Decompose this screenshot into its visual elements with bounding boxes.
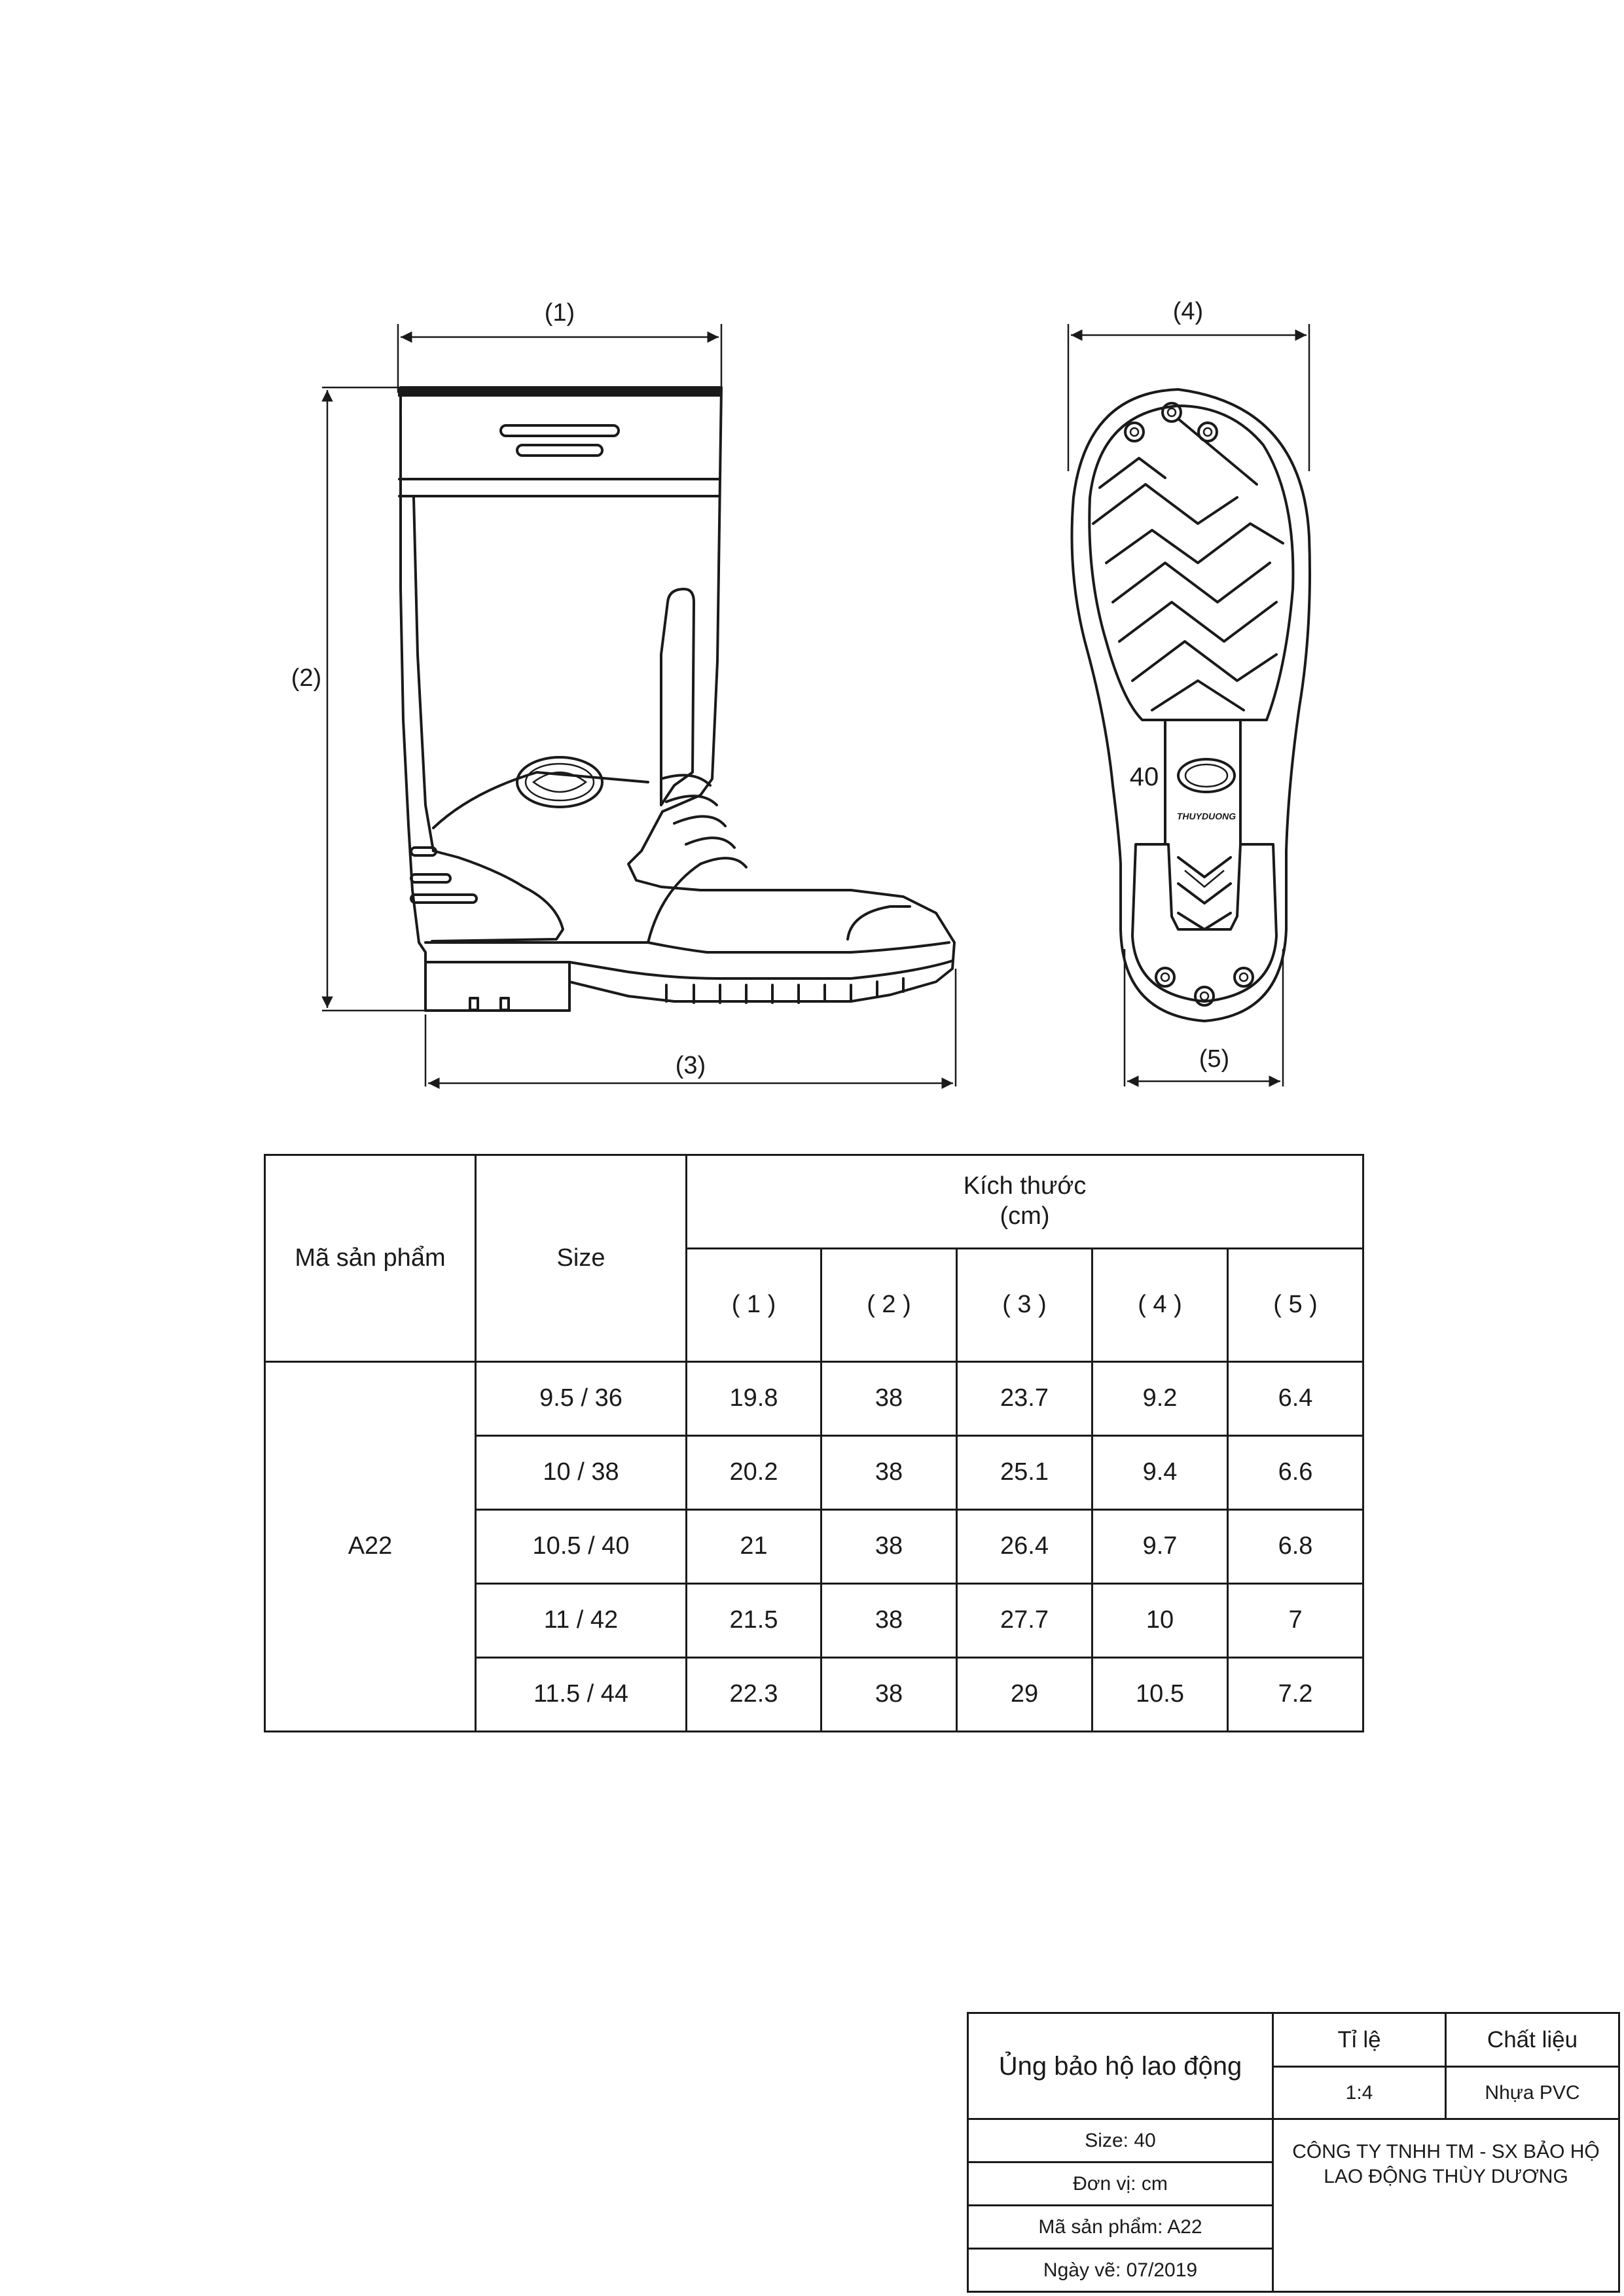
drawing-product-code: Mã sản phẩm: A22 <box>968 2206 1273 2249</box>
sole-size-mark: 40 <box>1129 762 1159 791</box>
scale-value: 1:4 <box>1273 2067 1446 2119</box>
dimension-label-1: (1) <box>544 299 575 327</box>
sole-logo <box>1178 759 1235 792</box>
dimension-column-header: ( 3 ) <box>957 1249 1092 1362</box>
drawing-date: Ngày vẽ: 07/2019 <box>968 2249 1273 2292</box>
value-cell: 10 <box>1092 1584 1228 1658</box>
value-cell: 25.1 <box>957 1436 1092 1510</box>
value-cell: 9.2 <box>1092 1362 1228 1436</box>
sole-brand-text: THUYDUONG <box>1176 811 1236 821</box>
dimension-column-header: ( 4 ) <box>1092 1249 1228 1362</box>
size-dimension-table <box>264 1154 1364 1732</box>
value-cell: 19.8 <box>687 1362 821 1436</box>
scale-label: Tỉ lệ <box>1273 2013 1446 2067</box>
product-name: Ủng bảo hộ lao động <box>968 2013 1273 2119</box>
value-cell: 9.4 <box>1092 1436 1228 1510</box>
size-header: Size <box>476 1155 687 1362</box>
size-cell: 11 / 42 <box>476 1584 687 1658</box>
dimension-4 <box>1068 298 1309 471</box>
drawing-unit: Đơn vị: cm <box>968 2162 1273 2206</box>
value-cell: 29 <box>957 1658 1092 1732</box>
table-row <box>265 1362 1363 1436</box>
boot-sole-view <box>1068 298 1310 1086</box>
value-cell: 7 <box>1228 1584 1363 1658</box>
dimension-column-header: ( 5 ) <box>1228 1249 1363 1362</box>
value-cell: 20.2 <box>687 1436 821 1510</box>
value-cell: 38 <box>821 1658 957 1732</box>
value-cell: 22.3 <box>687 1658 821 1732</box>
value-cell: 38 <box>821 1436 957 1510</box>
value-cell: 9.7 <box>1092 1510 1228 1584</box>
dimension-header <box>687 1155 1363 1249</box>
value-cell: 7.2 <box>1228 1658 1363 1732</box>
table-header-row <box>265 1155 1363 1249</box>
product-code-header: Mã sản phẩm <box>265 1155 476 1362</box>
title-block <box>967 2012 1620 2293</box>
value-cell: 21.5 <box>687 1584 821 1658</box>
company-name <box>1273 2119 1619 2292</box>
dimension-label-5: (5) <box>1199 1045 1230 1073</box>
value-cell: 6.4 <box>1228 1362 1363 1436</box>
material-label: Chất liệu <box>1446 2013 1619 2067</box>
size-cell: 9.5 / 36 <box>476 1362 687 1436</box>
value-cell: 26.4 <box>957 1510 1092 1584</box>
dimension-label-2: (2) <box>291 664 322 692</box>
dimension-5 <box>1125 949 1283 1086</box>
value-cell: 21 <box>687 1510 821 1584</box>
size-cell: 11.5 / 44 <box>476 1658 687 1732</box>
dimension-column-header: ( 2 ) <box>821 1249 957 1362</box>
tread-pattern <box>1093 419 1283 710</box>
dimension-1 <box>398 299 721 393</box>
value-cell: 23.7 <box>957 1362 1092 1436</box>
company-name-line1: CÔNG TY TNHH TM - SX BẢO HỘ <box>1292 2141 1600 2162</box>
dimension-2 <box>291 387 425 1011</box>
size-cell: 10.5 / 40 <box>476 1510 687 1584</box>
value-cell: 27.7 <box>957 1584 1092 1658</box>
dimension-header-title: Kích thước <box>963 1172 1087 1200</box>
value-cell: 38 <box>821 1510 957 1584</box>
value-cell: 38 <box>821 1584 957 1658</box>
boot-side-view <box>291 299 956 1086</box>
value-cell: 10.5 <box>1092 1658 1228 1732</box>
dimension-label-3: (3) <box>675 1052 706 1079</box>
product-code-cell: A22 <box>265 1362 476 1732</box>
dimension-header-unit: (cm) <box>1000 1202 1050 1230</box>
dimension-label-4: (4) <box>1172 298 1204 325</box>
dimension-column-header: ( 1 ) <box>687 1249 821 1362</box>
material-value: Nhựa PVC <box>1446 2067 1619 2119</box>
brand-logo <box>517 757 602 807</box>
value-cell: 6.6 <box>1228 1436 1363 1510</box>
value-cell: 38 <box>821 1362 957 1436</box>
company-name-line2: LAO ĐỘNG THÙY DƯƠNG <box>1324 2165 1568 2187</box>
value-cell: 6.8 <box>1228 1510 1363 1584</box>
drawing-size: Size: 40 <box>968 2119 1273 2162</box>
size-cell: 10 / 38 <box>476 1436 687 1510</box>
technical-drawing <box>0 0 1624 1145</box>
